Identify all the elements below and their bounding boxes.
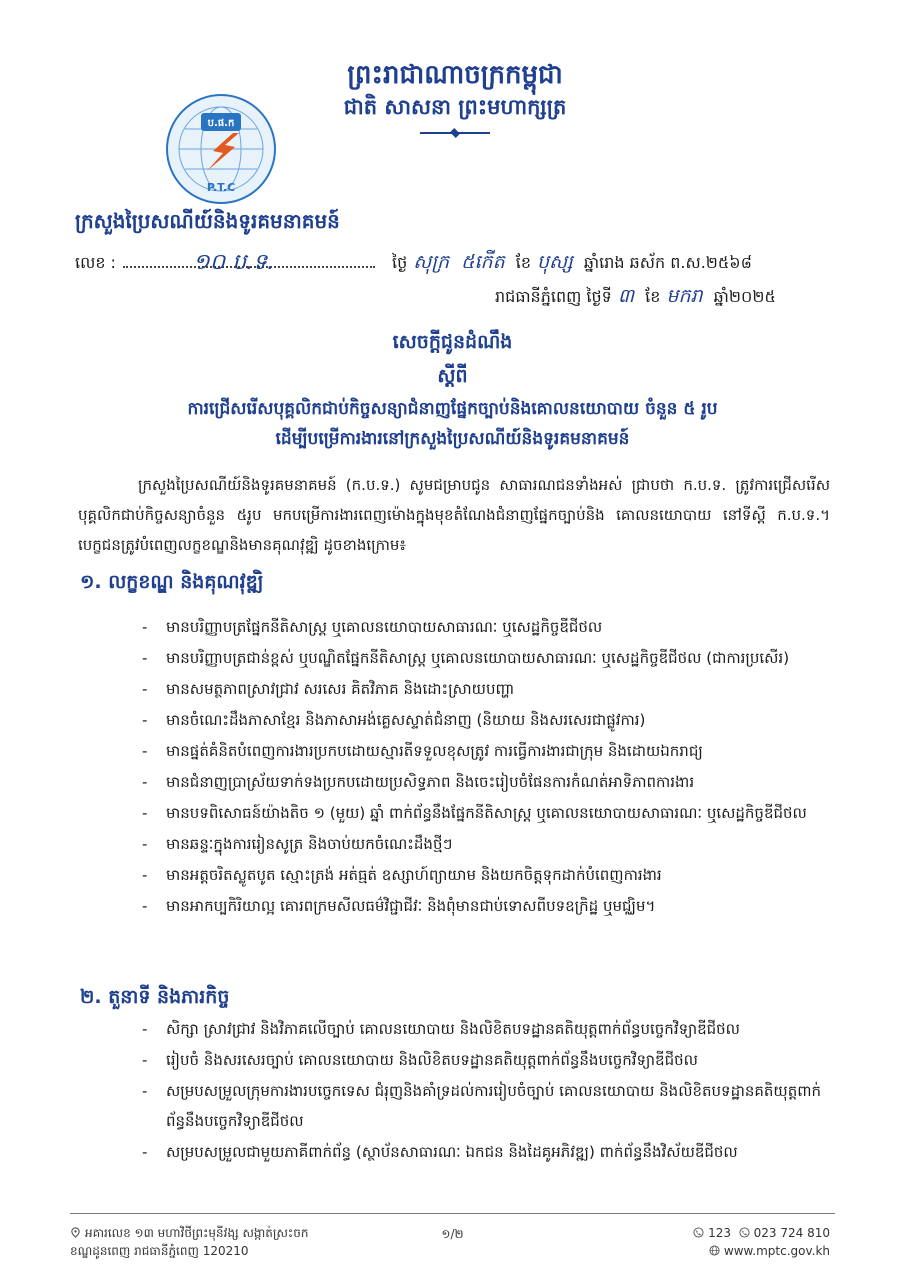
lunar-date xyxy=(392,250,752,278)
list-item: - សិក្សា ស្រាវជ្រាវ និងវិភាគលើច្បាប់ គោលនយោបាយ និងលិខិតបទដ្ឋានគតិយុត្តពាក់ព័ន្ធបច្ចេកវិទ្យាឌីជីថល xyxy=(140,1014,840,1044)
address-line2: ខណ្ឌដូនពេញ រាជធានីភ្នំពេញ 120210 xyxy=(70,1244,249,1258)
globe-icon xyxy=(709,1245,720,1256)
intro-paragraph: ក្រសួងប្រៃសណីយ៍និងទូរគមនាគមន៍ (ក.ប.ទ.) សូមជម្រាបជូន សាធារណជនទាំងអស់ ជ្រាបថា ក.ប.ទ. ត្រូវការជ្រើសរើសបុគ្គលិកជាប់កិច្ចសន្យាចំនួន ៥រូប មកបម្រើការងារពេញម៉ោងក្នុងមុខតំណែងជំនាញផ្នែកច្បាប់និង គោលនយោបាយ នៅទីស្តី ក.ប.ទ.។ បេក្ខជនត្រូវបំពេញលក្ខខណ្ឌនិងមានគុណវុឌ្ឍិ ដូចខាងក្រោម៖ xyxy=(78,476,830,554)
list-item: - មានជំនាញប្រាស្រ័យទាក់ទងប្រកបដោយប្រសិទ្ធភាព និងចេះរៀបចំផែនការកំណត់អាទិភាពការងារ xyxy=(140,767,840,797)
kingdom-title: ព្រះរាជាណាចក្រកម្ពុជា xyxy=(347,60,563,90)
page-number: ១/២ xyxy=(441,1227,464,1241)
ministry-logo xyxy=(165,93,277,205)
reference-label: លេខ : xyxy=(75,253,116,272)
notice-subject-line1: ការជ្រើសរើសបុគ្គលិកជាប់កិច្ចសន្យាជំនាញផ្នែកច្បាប់និងគោលនយោបាយ ចំនួន ៥ រូប xyxy=(187,399,718,419)
kingdom-header xyxy=(300,58,610,136)
duties-list xyxy=(140,1014,840,1168)
lunar-day: សុក្រ xyxy=(413,251,450,273)
list-item: - មានបរិញ្ញាបត្រផ្នែកនីតិសាស្ត្រ ឬគោលនយោបាយសាធារណៈ ឬសេដ្ឋកិច្ចឌីជីថល xyxy=(140,612,840,642)
list-item: - មានឆន្ទៈក្នុងការរៀនសូត្រ និងចាប់យកចំណេះដឹងថ្មីៗ xyxy=(140,829,840,859)
website-link[interactable]: www.mptc.gov.kh xyxy=(723,1244,830,1258)
lunar-moon: ៥កើត xyxy=(461,251,505,273)
solar-year: ឆ្នាំ២០២៥ xyxy=(713,287,776,306)
section-qualifications-heading: ១. លក្ខខណ្ឌ និងគុណវុឌ្ឍិ xyxy=(80,571,264,593)
list-item: - មានអត្តចរិតស្លូតបូត ស្មោះត្រង់ អត់ធ្មត់ ឧស្សាហ៍ព្យាយាម និងយកចិត្តទុកដាក់បំពេញការងារ xyxy=(140,860,840,890)
national-motto: ជាតិ សាសនា ព្រះមហាក្សត្រ xyxy=(343,95,567,119)
notice-about: ស្តីពី xyxy=(437,365,468,387)
telephone-icon xyxy=(739,1227,750,1238)
notice-subject-line2: ដើម្បីបម្រើការងារនៅក្រសួងប្រៃសណីយ៍និងទូរគមនាគមន៍ xyxy=(275,429,630,449)
solar-month-label: ខែ xyxy=(645,287,661,306)
footer-divider xyxy=(70,1213,835,1214)
address-line1: អគារលេខ ១៣ មហាវិថីព្រះមុនីវង្ស សង្កាត់ស្រះចក xyxy=(85,1226,309,1240)
list-item: - មានបរិញ្ញាបត្រជាន់ខ្ពស់ ឬបណ្ឌិតផ្នែកនីតិសាស្ត្រ ឬគោលនយោបាយសាធារណៈ ឬសេដ្ឋកិច្ចឌីជីថល (ជាការប្រសើរ) xyxy=(140,643,840,673)
solar-day: ៣ xyxy=(617,285,635,307)
ornament-divider xyxy=(420,130,490,136)
phone-number[interactable]: 023 724 810 xyxy=(753,1226,830,1240)
solar-month: មករា xyxy=(666,285,703,307)
list-item: - រៀបចំ និងសរសេរច្បាប់ គោលនយោបាយ និងលិខិតបទដ្ឋានគតិយុត្តពាក់ព័ន្ធនឹងបច្ចេកវិទ្យាឌីជីថល xyxy=(140,1045,840,1075)
solar-place: រាជធានីភ្នំពេញ ថ្ងៃទី xyxy=(495,287,612,306)
phone-icon xyxy=(693,1227,704,1238)
solar-date xyxy=(495,284,776,312)
logo-bottom-text: P.T.C xyxy=(206,181,236,194)
list-item: - មានសមត្ថភាពស្រាវជ្រាវ សរសេរ គិតវិភាគ និងដោះស្រាយបញ្ហា xyxy=(140,674,840,704)
list-item: - មានផ្នត់គំនិតបំពេញការងារប្រកបដោយស្មារតីទទួលខុសត្រូវ ការធ្វើការងារជាក្រុម និងដោយឯករាជ្យ xyxy=(140,736,840,766)
list-item: - សម្របសម្រួលក្រុមការងារបច្ចេកទេស ជំរុញនិងគាំទ្រដល់ការរៀបចំច្បាប់ គោលនយោបាយ និងលិខិតបទដ្ឋានគតិយុត្តពាក់ព័ន្ធនឹងបច្ចេកវិទ្យាឌីជីថល xyxy=(140,1076,840,1136)
lunar-month: បុស្ស xyxy=(536,251,573,273)
qualifications-list xyxy=(140,612,840,922)
lunar-year: ឆ្នាំរោង ឆស័ក ព.ស.២៥៦៨ xyxy=(583,253,752,272)
list-item: - សម្របសម្រួលជាមួយភាគីពាក់ព័ន្ធ (ស្ថាប័នសាធារណៈ ឯកជន និងដៃគូអភិវឌ្ឍ) ពាក់ព័ន្ធនឹងវិស័យឌីជីថល xyxy=(140,1137,840,1167)
reference-number: ១០ ប.ទ. xyxy=(193,250,275,275)
logo-top-text: ប.ផ.ក xyxy=(207,118,235,129)
list-item: - មានអាកប្បកិរិយាល្អ គោរពក្រមសីលធម៌វិជ្ជាជីវៈ និងពុំមានជាប់ទោសពីបទឧក្រិដ្ឋ ឬមជ្ឈិម។ xyxy=(140,891,840,921)
notice-title: សេចក្តីជូនដំណឹង xyxy=(392,331,513,353)
phone-short[interactable]: 123 xyxy=(708,1226,732,1240)
list-item: - មានចំណេះដឹងភាសាខ្មែរ និងភាសាអង់គ្លេសស្ទាត់ជំនាញ (និយាយ និងសរសេរជាផ្លូវការ) xyxy=(140,705,840,735)
section-duties-heading: ២. តួនាទី និងភារកិច្ច xyxy=(80,986,230,1008)
lunar-day-label: ថ្ងៃ xyxy=(392,253,408,272)
ministry-name: ក្រសួងប្រៃសណីយ៍និងទូរគមនាគមន៍ xyxy=(75,209,340,233)
reference-line xyxy=(75,248,375,278)
list-item: - មានបទពិសោធន៍យ៉ាងតិច ១ (មួយ) ឆ្នាំ ពាក់ព័ន្ធនឹងផ្នែកនីតិសាស្ត្រ ឬគោលនយោបាយសាធារណៈ ឬសេដ្ឋកិច្ចឌីជីថល xyxy=(140,798,840,828)
footer-contact xyxy=(693,1224,830,1260)
lunar-month-label: ខែ xyxy=(515,253,531,272)
